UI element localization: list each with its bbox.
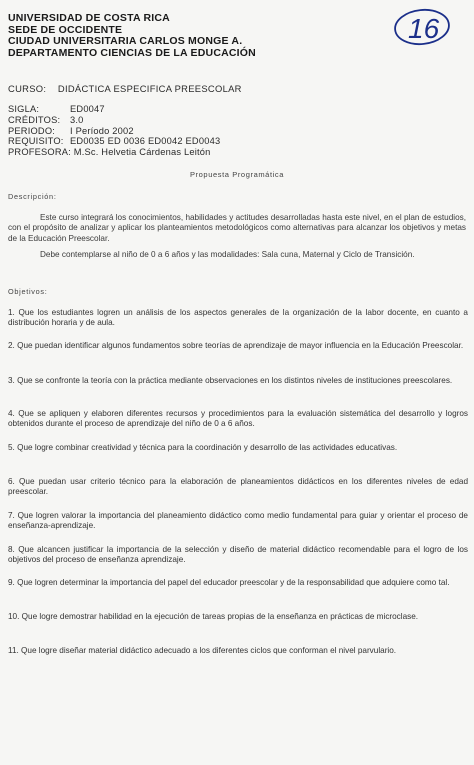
section-title: Propuesta Programática [189, 170, 285, 179]
periodo-value: I Período 2002 [70, 125, 134, 136]
objective-item: 10. Que logre demostrar habilidad en la ejecución de tareas propias de la enseñanza en prácticas de microclase. [8, 612, 419, 621]
objective-item: 7. Que logren valorar la importancia del planeamiento didáctico como medio fundamental para guiar y orientar el proceso de enseñanza-aprendizaje. [8, 511, 468, 531]
course-label: CURSO: [8, 83, 47, 94]
objective-item: 5. Que logre combinar creatividad y técnica para la coordinación y desarrollo de las actividades educativas. [8, 443, 398, 452]
objective-item: 1. Que los estudiantes logren un análisis de los aspectos generales de la organización de la labor docente, en cuanto a distribución horaria y de aula. [8, 308, 468, 328]
descripcion-paragraph-2: Debe contemplarse al niño de 0 a 6 años y las modalidades: Sala cuna, Maternal y Ciclo de Transición. [40, 250, 415, 259]
descripcion-heading: Descripción: [8, 192, 57, 201]
department-name: DEPARTAMENTO CIENCIAS DE LA EDUCACIÓN [8, 46, 256, 59]
creditos-value: 3.0 [70, 114, 84, 125]
city-name: CIUDAD UNIVERSITARIA CARLOS MONGE A. [8, 35, 243, 47]
objective-item: 6. Que puedan usar criterio técnico para la elaboración de planeamientos didácticos en los diferentes niveles de edad preescolar. [8, 477, 468, 497]
objective-item: 11. Que logre diseñar material didáctico adecuado a los diferentes ciclos que conforman el nivel parvulario. [8, 646, 397, 655]
creditos-label: CRÉDITOS: [8, 114, 61, 125]
course-title: DIDÁCTICA ESPECIFICA PREESCOLAR [57, 83, 242, 94]
sigla-value: ED0047 [70, 104, 105, 114]
requisito-label: REQUISITO: [8, 136, 64, 147]
profesora-value: M.Sc. Helvetia Cárdenas Leitón [73, 147, 211, 158]
university-name: UNIVERSIDAD DE COSTA RICA [8, 12, 170, 24]
profesora-label: PROFESORA: [8, 147, 71, 158]
institution-header [8, 13, 328, 59]
objective-item: 2. Que puedan identificar algunos fundamentos sobre teorías de aprendizaje de mayor influencia en la Educación Preescolar. [8, 341, 464, 350]
objective-item: 4. Que se apliquen y elaboren diferentes recursos y procedimientos para la evaluación sistemática del desarrollo y logros obtenidos durante el proceso de aprendizaje del niño de 0 a 6 años. [8, 409, 468, 429]
objective-item: 3. Que se confronte la teoría con la práctica mediante observaciones en los distintos niveles de instituciones preescolares. [8, 376, 453, 385]
objetivos-heading: Objetivos: [8, 287, 48, 296]
periodo-label: PERIODO: [8, 125, 56, 136]
descripcion-paragraph-1: Este curso integrará los conocimientos, habilidades y actitudes desarrolladas hasta este nivel, en el plan de estudios, con el propósito de analizar y aplicar los planteamientos metodológicos como alternativas para alcanzar los objetivos y metas de la Educación Preescolar. [8, 213, 466, 243]
course-line [8, 83, 242, 94]
requisito-value: ED0035 ED 0036 ED0042 ED0043 [70, 136, 221, 147]
page-number-text: 16 [408, 13, 440, 44]
objective-item: 9. Que logren determinar la importancia del papel del educador preescolar y de la responsabilidad que adquiere como tal. [8, 578, 450, 587]
campus-name: SEDE DE OCCIDENTE [8, 23, 123, 36]
sigla-label: SIGLA: [8, 104, 40, 114]
course-details [8, 104, 220, 158]
objective-item: 8. Que alcancen justificar la importancia de la selección y diseño de material didáctico recomendable para el logro de los objetivos del proceso de enseñanza aprendizaje. [8, 545, 468, 565]
page-number [391, 7, 451, 47]
